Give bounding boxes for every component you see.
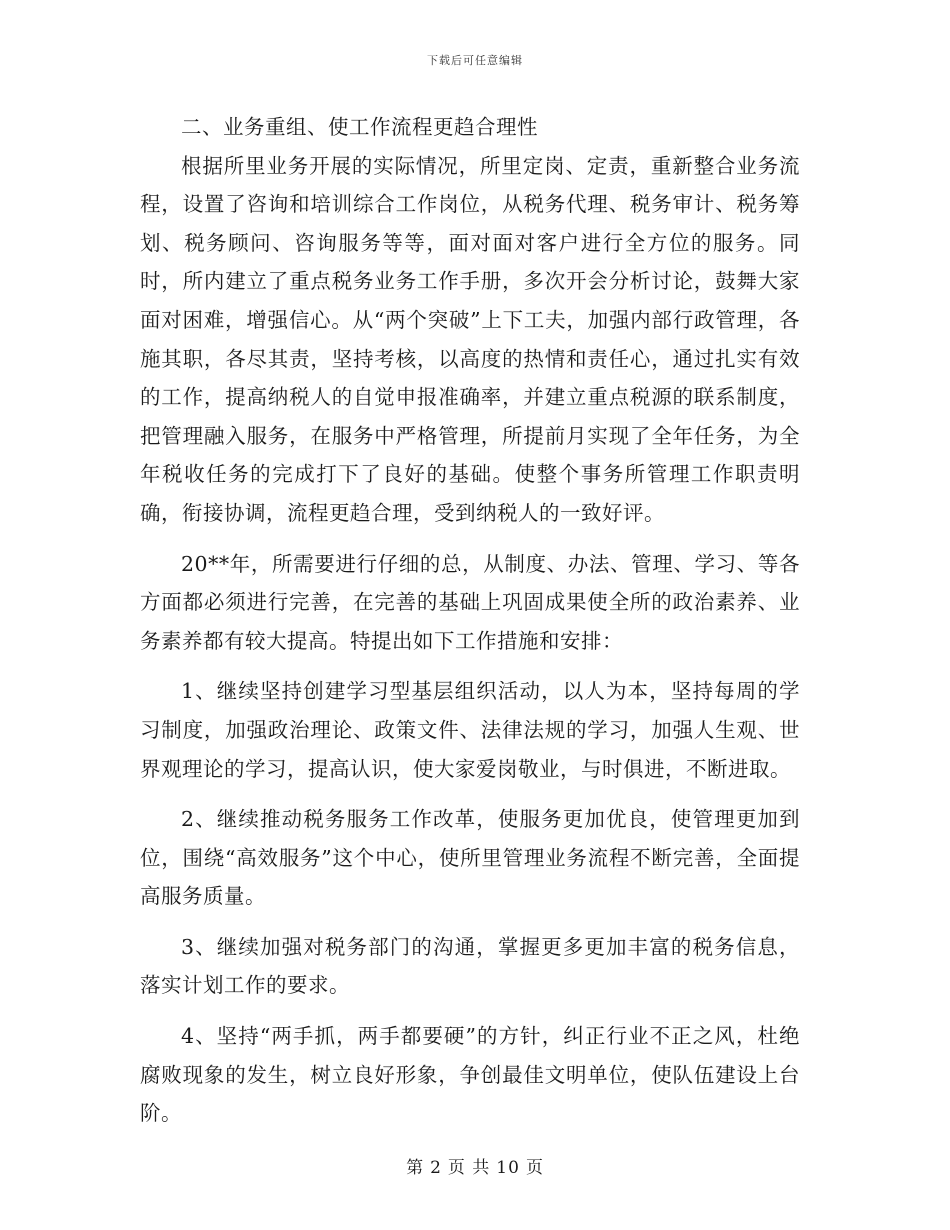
total-page-count: 10 <box>496 1158 520 1178</box>
paragraph-plan-intro: 20**年，所需要进行仔细的总，从制度、办法、管理、学习、等各方面都必须进行完善，在完善的基础上巩固成果使全所的政治素养、业务素养都有较大提高。特提出如下工作措施和安排： <box>140 551 800 653</box>
document-body <box>140 108 800 1133</box>
paragraph-item-2: 2、继续推动税务服务工作改革，使服务更加优良，使管理更加到位，围绕“高效服务”这个中心，使所里管理业务流程不断完善，全面提高服务质量。 <box>140 807 800 909</box>
paragraph-item-4: 4、坚持“两手抓，两手都要硬”的方针，纠正行业不正之风，杜绝腐败现象的发生，树立良好形象，争创最佳文明单位，使队伍建设上台阶。 <box>140 1024 800 1126</box>
paragraph-item-1: 1、继续坚持创建学习型基层组织活动，以人为本，坚持每周的学习制度，加强政治理论、政策文件、法律法规的学习，加强人生观、世界观理论的学习，提高认识，使大家爱岗敬业，与时俱进，不断进取。 <box>140 679 800 781</box>
section-heading: 二、业务重组、使工作流程更趋合理性 <box>181 115 538 139</box>
page-footer <box>0 1153 950 1178</box>
current-page-number: 2 <box>430 1158 442 1178</box>
footer-prefix: 第 <box>406 1158 425 1178</box>
paragraph-reorganization: 根据所里业务开展的实际情况，所里定岗、定责，重新整合业务流程，设置了咨询和培训综合工作岗位，从税务代理、税务审计、税务筹划、税务顾问、咨询服务等等，面对面对客户进行全方位的服务。同时，所内建立了重点税务业务工作手册，多次开会分析讨论，鼓舞大家面对困难，增强信心。从“两个突破”上下工夫，加强内部行政管理，各施其职，各尽其责，坚持考核，以高度的热情和责任心，通过扎实有效的工作，提高纳税人的自觉申报准确率，并建立重点税源的联系制度，把管理融入服务，在服务中严格管理，所提前月实现了全年任务，为全年税收任务的完成打下了良好的基础。使整个事务所管理工作职责明确，衔接协调，流程更趋合理，受到纳税人的一致好评。 <box>140 153 800 525</box>
footer-suffix: 页 <box>525 1158 544 1178</box>
page-header: 下载后可任意编辑 <box>427 54 523 67</box>
footer-middle: 页 共 <box>447 1158 491 1178</box>
paragraph-item-3: 3、继续加强对税务部门的沟通，掌握更多更加丰富的税务信息，落实计划工作的要求。 <box>140 934 800 998</box>
